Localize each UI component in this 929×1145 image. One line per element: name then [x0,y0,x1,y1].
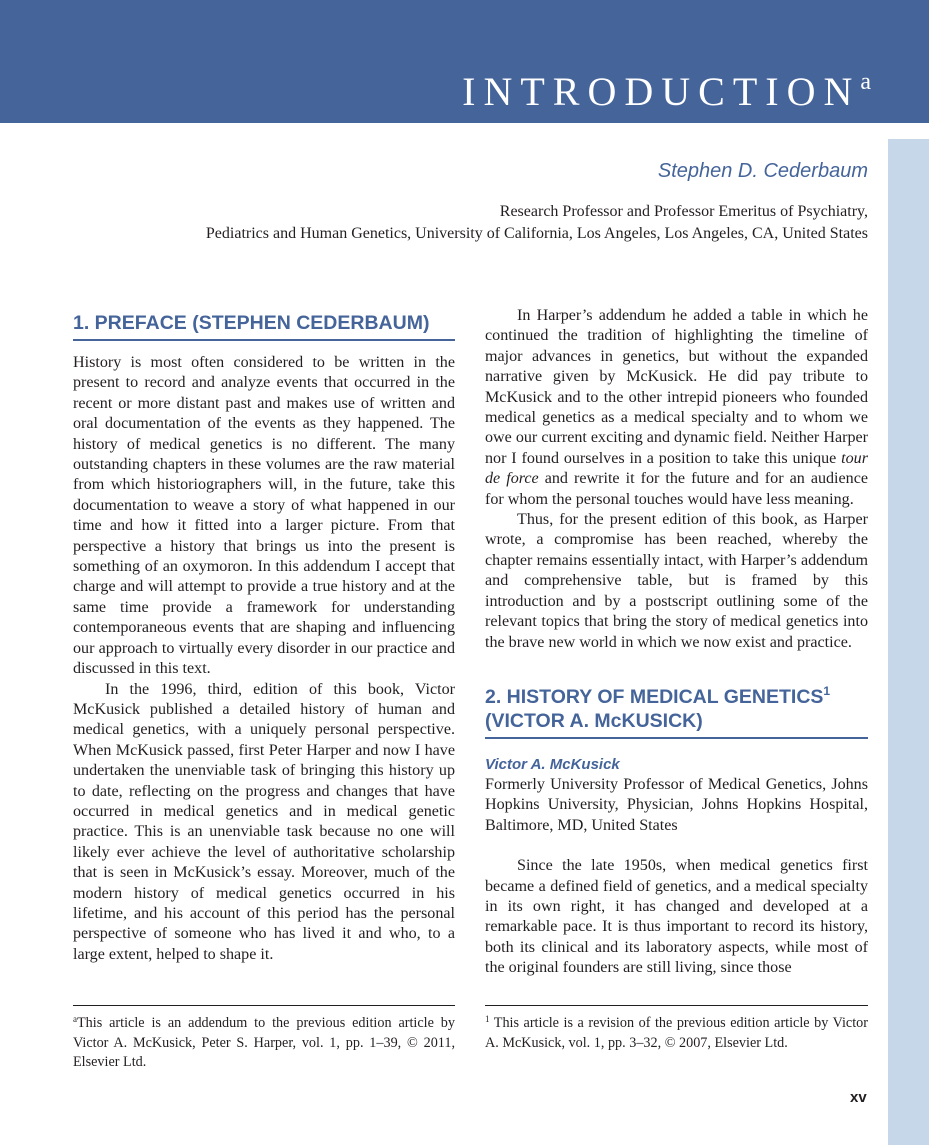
affiliation-line-1: Research Professor and Professor Emeritus of Psychiatry, [499,203,868,220]
para3-text-b: and rewrite it for the future and for an audience for whom the personal touches would have less meaning. [485,470,869,508]
left-column [73,311,455,965]
page-title [462,70,871,112]
author-name: Stephen D. Cederbaum [657,160,868,182]
page-number: xv [850,1089,867,1106]
preface-paragraph-4: Thus, for the present edition of this book, as Harper wrote, a compromise has been reached, whereby the chapter remains essentially intact, with Harper’s addendum and comprehensive table, but is framed by this introduction and by a postscript outlining some of the relevant topics that bring the story of medical genetics into the brave new world in which we now exist and practice. [485,511,868,651]
footnote-right-text: This article is a revision of the previous edition article by Victor A. McKusick, vol. 1, pp. 3–32, © 2007, Elsevier Ltd. [485,1015,868,1051]
section-2-heading-line-2: (VICTOR A. McKUSICK) [485,709,703,732]
para3-italic: tour de force [485,449,868,488]
title-footnote-marker: a [860,69,871,95]
preface-paragraph-2: In the 1996, third, edition of this book, Victor McKusick published a detailed history of human and medical genetics, with a uniquely personal perspective. When McKusick passed, first Peter Harper and now I have undertaken the unenviable task of bringing this history up to date, reflecting on the progress and changes that have occurred in medical genetics and in medical genetic practice. This is an unenviable task because no one will likely ever achieve the level of authoritative scholarship that is seen in McKusick’s essay. Moreover, much of the modern history of medical genetics occurred in his lifetime, and his account of this period has the personal perspective of someone who has lived it and who, to a large extent, helped to shape it. [73,680,455,963]
footnote-right-marker: 1 [485,1014,490,1024]
preface-paragraph-1: History is most often considered to be written in the present to record and analyze events that occurred in the recent or more distant past and makes use of written and oral documentation of the events as they happened. The history of medical genetics is no different. The many outstanding chapters in these volumes are the raw material from which historiographers will, in the future, take this documentation to weave a story of what happened in our time and how it fitted into a larger picture. From that perspective a history that brings us into the present is something of an oxymoron. In this addendum I accept that charge and will attempt to provide a true history and at the same time provide a framework for understanding contemporaneous events that are shaping and influencing our approach to virtually every disorder in our practice and discussed in this text. [73,354,455,678]
side-bar [888,139,929,1145]
footnote-left [73,1005,455,1073]
section-2-heading-text: 2. HISTORY OF MEDICAL GENETICS [485,685,824,708]
preface-paragraph-3 [485,306,868,510]
section-1-heading: 1. PREFACE (STEPHEN CEDERBAUM) [73,311,455,341]
section-2-footnote-marker: 1 [823,683,831,698]
page-title-text: INTRODUCTION [462,69,861,114]
section-2-byline: Victor A. McKusick [485,755,620,773]
para3-text-a: In Harper’s addendum he added a table in which he continued the tradition of highlighting the timeline of major advances in genetics, but without the expanded narrative given by McKusick. He did pay tribute to McKusick and to the other intrepid pioneers who founded medical genetics as a medical specialty and to whom we owe our current exciting and dynamic field. Neither Harper nor I found ourselves in a position to take this unique [485,307,868,467]
section-2-heading [485,679,868,739]
right-column [485,306,868,979]
footnote-right [485,1005,868,1053]
section-2-affiliation: Formerly University Professor of Medical Genetics, Johns Hopkins University, Physician, Johns Hopkins Hospital, Baltimore, MD, United States [485,775,868,834]
section-2-heading-line-1 [485,679,868,709]
affiliation-line-2: Pediatrics and Human Genetics, University of California, Los Angeles, Los Angeles, CA, United States [205,225,868,242]
author-affiliation [108,201,868,245]
footnote-left-marker: a [73,1014,77,1024]
footnote-left-text: This article is an addendum to the previous edition article by Victor A. McKusick, Peter S. Harper, vol. 1, pp. 1–39, © 2011, Elsevier Ltd. [73,1015,455,1070]
history-paragraph-1: Since the late 1950s, when medical genetics first became a defined field of genetics, and a medical specialty in its own right, it has changed and developed at a remarkable pace. It is thus important to record its history, both its clinical and its laboratory aspects, while most of the original founders are still living, since those [485,857,868,977]
